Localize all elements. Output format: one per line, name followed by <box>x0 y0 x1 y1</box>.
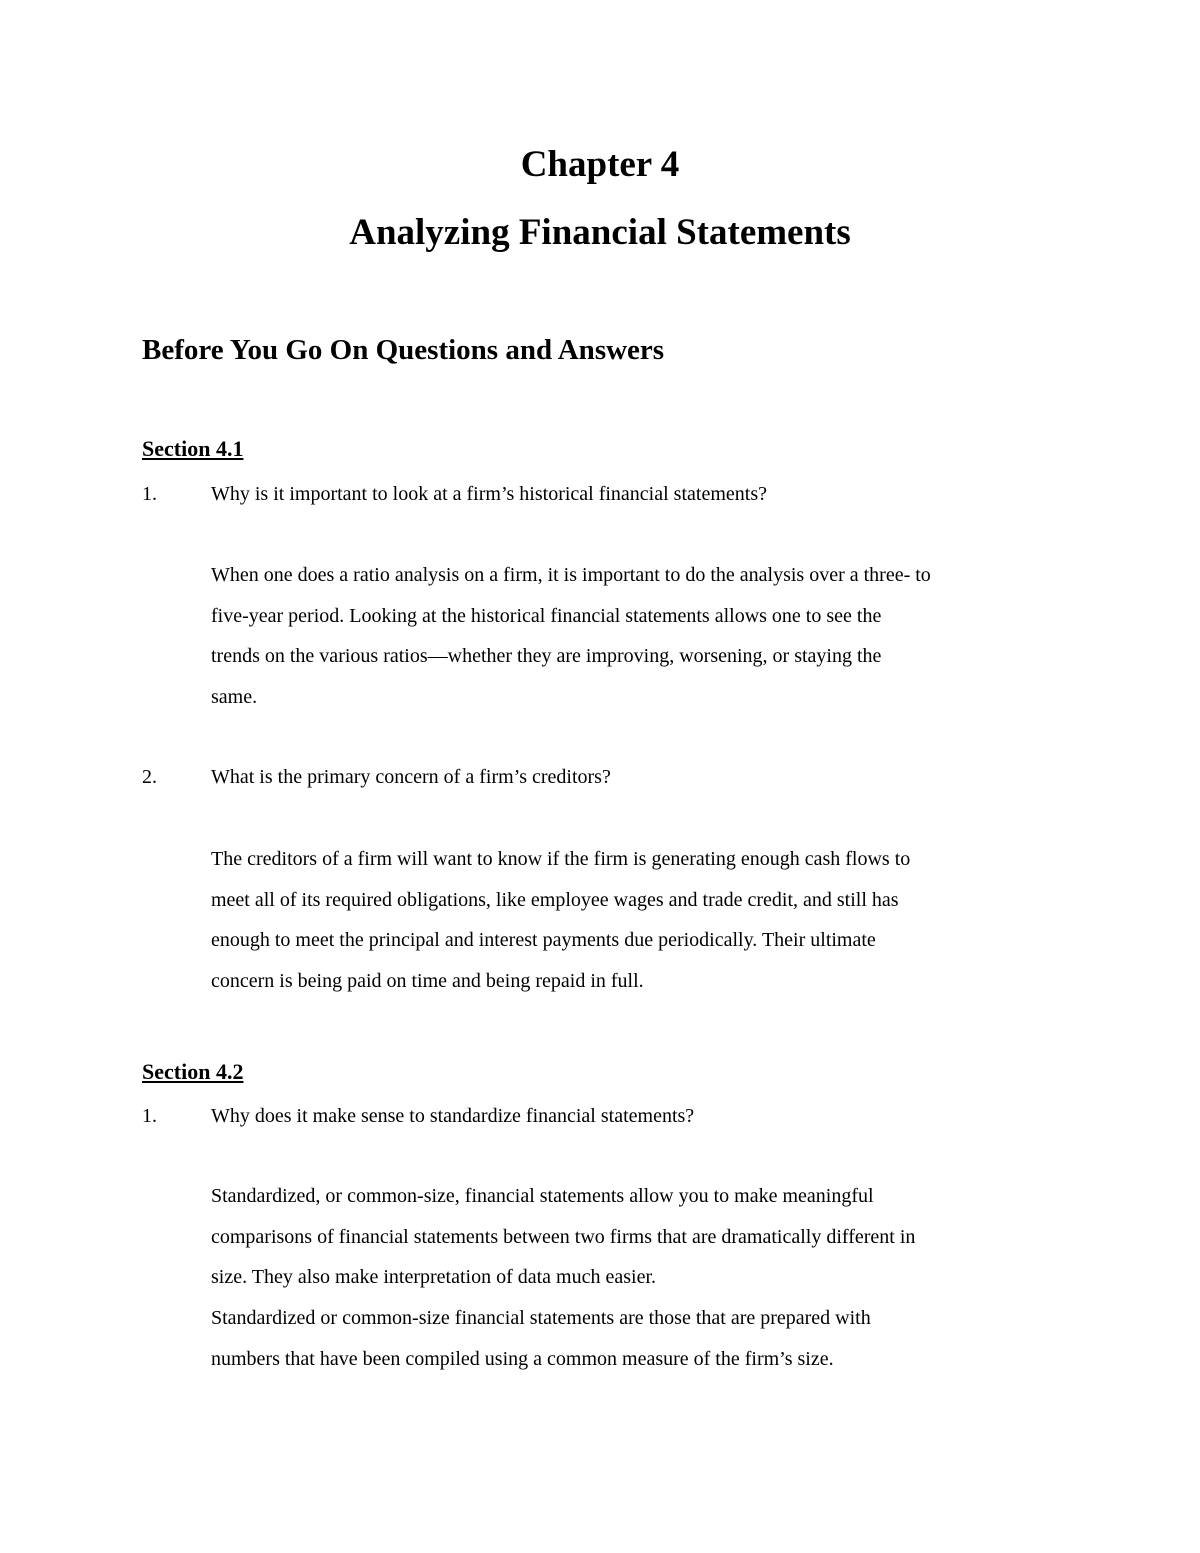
answer-paragraph <box>211 1176 1081 1380</box>
answer-line: comparisons of financial statements between two firms that are dramatically different in <box>211 1225 916 1248</box>
section-heading: Section 4.1 <box>142 436 244 461</box>
chapter-heading: Chapter 4 <box>520 144 680 185</box>
question-number: 2. <box>142 766 157 788</box>
answer-line: enough to meet the principal and interest payments due periodically. Their ultimate <box>211 929 876 952</box>
answer-line: five-year period. Looking at the historical financial statements allows one to see the <box>211 604 882 627</box>
answer-line: The creditors of a firm will want to know if the firm is generating enough cash flows to <box>211 848 911 870</box>
question-text: What is the primary concern of a firm’s creditors? <box>211 766 611 788</box>
answer-line: When one does a ratio analysis on a firm, it is important to do the analysis over a three- to <box>211 564 931 586</box>
answer-paragraph <box>211 839 1081 1002</box>
answer-line: trends on the various ratios—whether they are improving, worsening, or staying the <box>211 645 882 668</box>
answer-line: same. <box>211 686 258 709</box>
section-heading: Section 4.2 <box>142 1059 244 1084</box>
question-number: 1. <box>142 483 157 505</box>
question-number: 1. <box>142 1105 157 1127</box>
answer-line: meet all of its required obligations, like employee wages and trade credit, and still has <box>211 888 899 911</box>
chapter-title: Analyzing Financial Statements <box>349 212 851 253</box>
page-subtitle: Before You Go On Questions and Answers <box>142 334 665 366</box>
answer-paragraph <box>211 555 1081 718</box>
answer-line: Standardized, or common-size, financial statements allow you to make meaningful <box>211 1185 874 1207</box>
answer-line: Standardized or common-size financial statements are those that are prepared with <box>211 1307 871 1330</box>
question-text: Why does it make sense to standardize financial statements? <box>211 1105 695 1127</box>
answer-line: concern is being paid on time and being repaid in full. <box>211 970 644 993</box>
answer-line: size. They also make interpretation of data much easier. <box>211 1266 657 1289</box>
question-text: Why is it important to look at a firm’s historical financial statements? <box>211 483 767 505</box>
answer-line: numbers that have been compiled using a common measure of the firm’s size. <box>211 1347 834 1370</box>
